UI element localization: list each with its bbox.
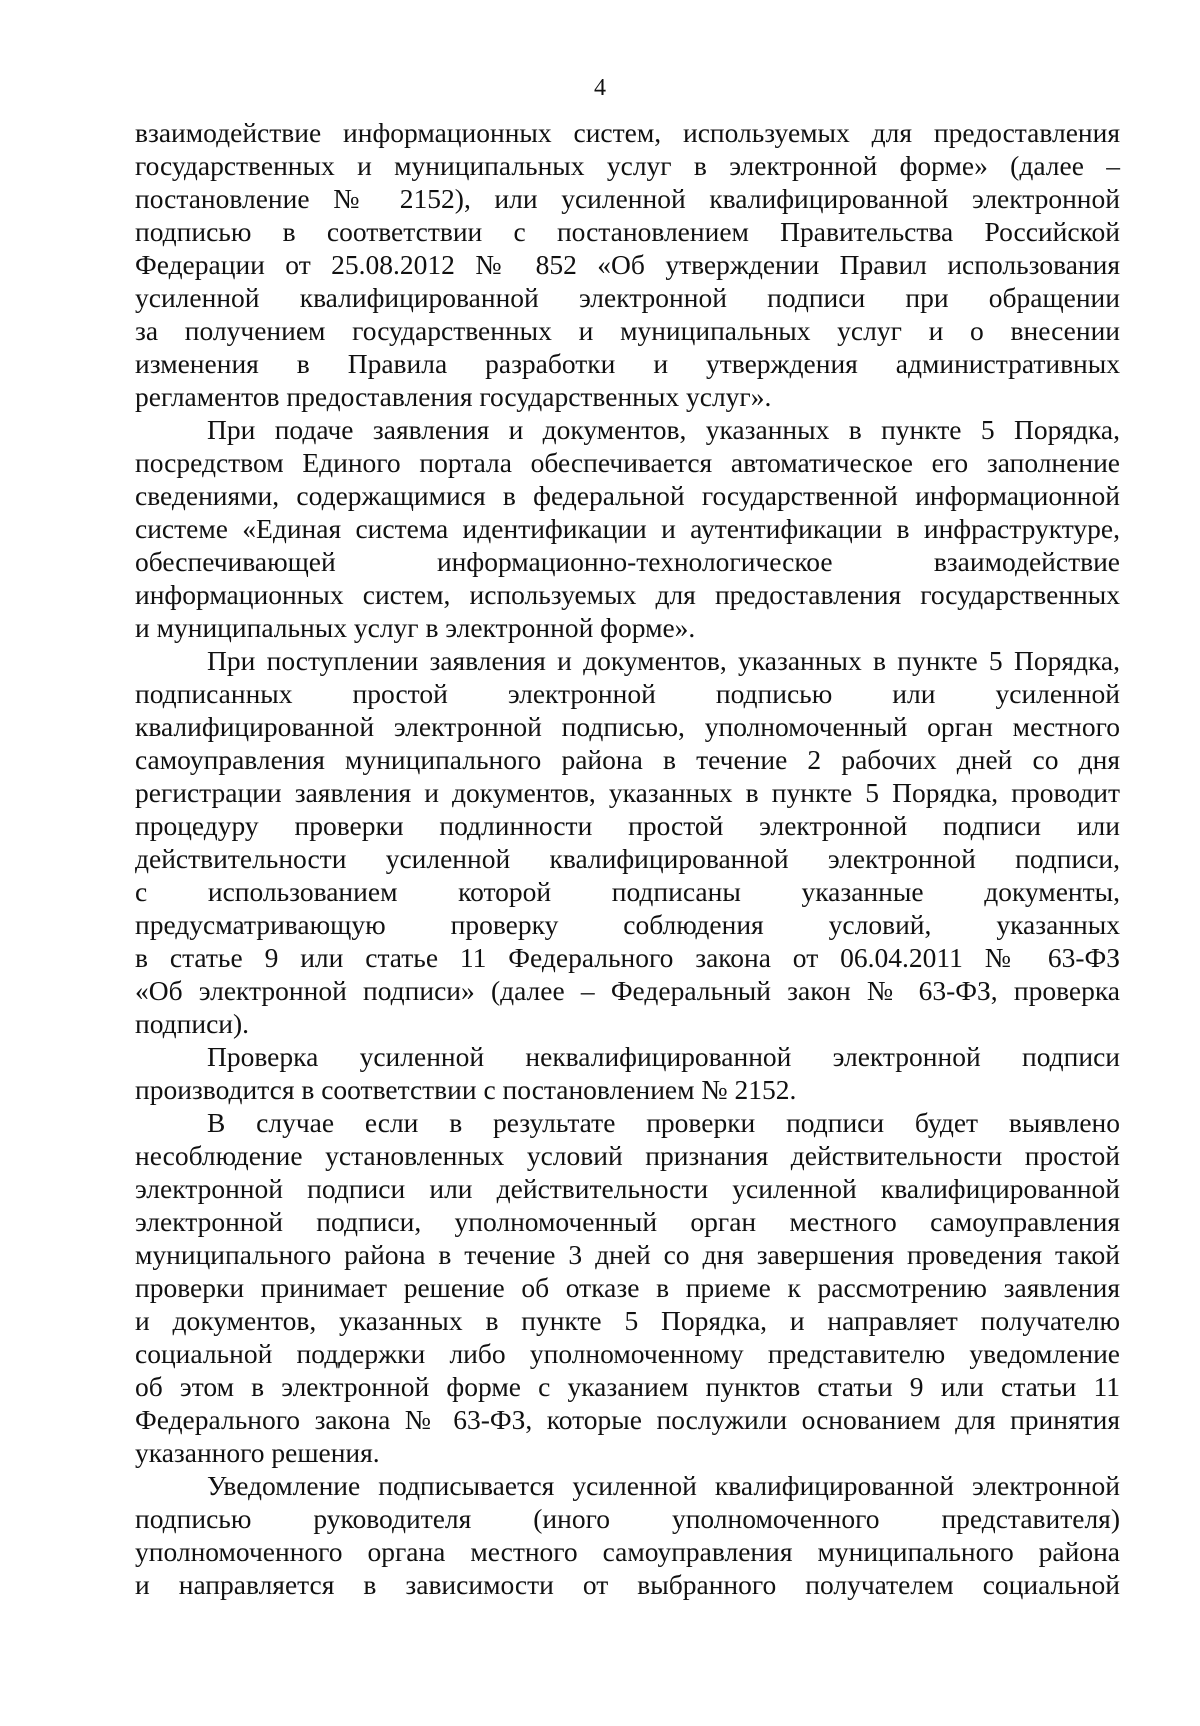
text-line: Уведомление подписывается усиленной квалифицированной электронной [207, 1470, 1120, 1501]
text-line: и документов, указанных в пункте 5 Порядка, и направляет получателю [135, 1305, 1120, 1336]
text-line: Федерального закона № 63-ФЗ, которые послужили основанием для принятия [135, 1404, 1120, 1435]
text-line: электронной подписи или действительности усиленной квалифицированной [135, 1173, 1120, 1204]
text-line: В случае если в результате проверки подписи будет выявлено [207, 1107, 1120, 1138]
text-line: муниципального района в течение 3 дней со дня завершения проведения такой [135, 1239, 1120, 1270]
paragraph [135, 644, 1120, 1040]
page-number: 4 [594, 75, 606, 101]
text-line: действительности усиленной квалифицированной электронной подписи, [135, 843, 1120, 874]
text-line: взаимодействие информационных систем, используемых для предоставления [135, 117, 1120, 148]
text-line: процедуру проверки подлинности простой электронной подписи или [135, 810, 1120, 841]
text-line: указанного решения. [135, 1437, 380, 1468]
text-line: посредством Единого портала обеспечивается автоматическое его заполнение [135, 447, 1120, 478]
text-line: предусматривающую проверку соблюдения условий, указанных [135, 909, 1120, 940]
text-line: подписи). [135, 1008, 250, 1039]
text-line: Федерации от 25.08.2012 № 852 «Об утверждении Правил использования [135, 249, 1120, 280]
text-line: самоуправления муниципального района в течение 2 рабочих дней со дня [135, 744, 1120, 775]
text-line: за получением государственных и муниципальных услуг и о внесении [135, 315, 1120, 346]
text-line: уполномоченного органа местного самоуправления муниципального района [135, 1536, 1120, 1567]
text-line: изменения в Правила разработки и утверждения административных [135, 348, 1120, 379]
text-line: социальной поддержки либо уполномоченному представителю уведомление [135, 1338, 1120, 1369]
paragraph [135, 1469, 1120, 1601]
text-line: с использованием которой подписаны указанные документы, [135, 876, 1120, 907]
text-line: При поступлении заявления и документов, указанных в пункте 5 Порядка, [207, 645, 1120, 676]
paragraph [135, 1040, 1120, 1106]
document-body [135, 116, 1120, 1601]
text-line: подписью в соответствии с постановлением Правительства Российской [135, 216, 1120, 247]
text-line: подписью руководителя (иного уполномоченного представителя) [135, 1503, 1120, 1534]
text-line: проверки принимает решение об отказе в приеме к рассмотрению заявления [135, 1272, 1120, 1303]
text-line: производится в соответствии с постановлением № 2152. [135, 1074, 797, 1105]
text-line: информационных систем, используемых для предоставления государственных [135, 579, 1120, 610]
text-line: постановление № 2152), или усиленной квалифицированной электронной [135, 183, 1120, 214]
text-line: Проверка усиленной неквалифицированной электронной подписи [207, 1041, 1120, 1072]
text-line: об этом в электронной форме с указанием пунктов статьи 9 или статьи 11 [135, 1371, 1120, 1402]
text-line: и муниципальных услуг в электронной форме». [135, 612, 696, 643]
text-line: в статье 9 или статье 11 Федерального закона от 06.04.2011 № 63-ФЗ [135, 942, 1120, 973]
text-line: квалифицированной электронной подписью, уполномоченный орган местного [135, 711, 1120, 742]
text-line: несоблюдение установленных условий признания действительности простой [135, 1140, 1120, 1171]
text-line: сведениями, содержащимися в федеральной государственной информационной [135, 480, 1120, 511]
text-line: системе «Единая система идентификации и аутентификации в инфраструктуре, [135, 513, 1120, 544]
text-line: и направляется в зависимости от выбранного получателем социальной [135, 1569, 1120, 1600]
text-line: регламентов предоставления государственных услуг». [135, 381, 772, 412]
paragraph [135, 116, 1120, 413]
text-line: обеспечивающей информационно-технологическое взаимодействие [135, 546, 1120, 577]
text-line: электронной подписи, уполномоченный орган местного самоуправления [135, 1206, 1120, 1237]
paragraph [135, 1106, 1120, 1469]
text-line: регистрации заявления и документов, указанных в пункте 5 Порядка, проводит [135, 777, 1120, 808]
text-line: При подаче заявления и документов, указанных в пункте 5 Порядка, [207, 414, 1120, 445]
text-line: усиленной квалифицированной электронной подписи при обращении [135, 282, 1120, 313]
text-line: государственных и муниципальных услуг в электронной форме» (далее – [135, 150, 1120, 181]
text-line: подписанных простой электронной подписью или усиленной [135, 678, 1120, 709]
paragraph [135, 413, 1120, 644]
text-line: «Об электронной подписи» (далее – Федеральный закон № 63-ФЗ, проверка [135, 975, 1120, 1006]
